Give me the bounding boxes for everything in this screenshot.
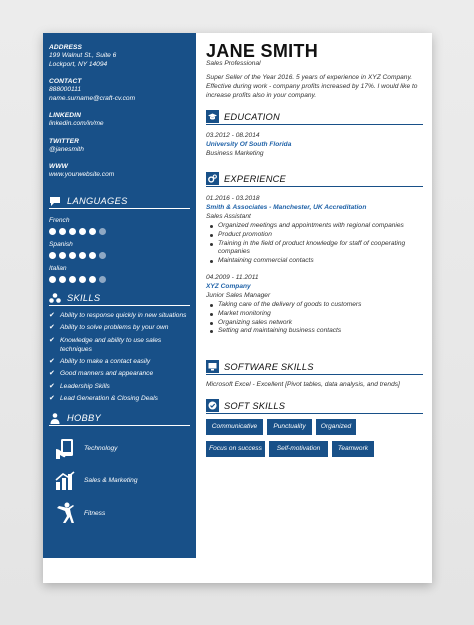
sidebar xyxy=(43,33,196,558)
website-link[interactable]: www.yourwebsite.com xyxy=(49,171,115,178)
hobby-label: Technology xyxy=(84,445,118,452)
level-dot xyxy=(49,228,56,235)
person-icon xyxy=(49,413,61,424)
level-dot xyxy=(99,252,106,259)
level-dot xyxy=(49,276,56,283)
level-dot xyxy=(79,252,86,259)
check-icon: ✔ xyxy=(49,370,55,378)
language-name: French xyxy=(49,217,70,224)
contact-block xyxy=(49,44,193,180)
level-dot xyxy=(89,276,96,283)
language-level-italian xyxy=(49,276,106,284)
level-dot xyxy=(59,252,66,259)
hobby-heading xyxy=(49,413,190,426)
contact-linkedin xyxy=(49,112,193,129)
skills-heading xyxy=(49,293,190,306)
skill-item: ✔ Knowledge and ability to use sales techniques xyxy=(49,336,162,353)
twitter-handle[interactable]: @janesmith xyxy=(49,145,84,153)
soft-skill-tag: Communicative xyxy=(206,419,263,435)
profile-summary: Super Seller of the Year 2016. 5 years of experience in XYZ Company. Effective during work - company profits increased by 17%. I would like to increase profits also in your company. xyxy=(206,74,418,99)
contact-twitter xyxy=(49,138,193,155)
duty-item: Product promotion xyxy=(206,231,424,240)
address-line-2: Lockport, NY 14094 xyxy=(49,60,108,68)
language-name: Italian xyxy=(49,265,67,272)
level-dot xyxy=(59,276,66,283)
job-dates: 04.2009 - 11.2011 xyxy=(206,274,259,281)
contact-label: LINKEDIN xyxy=(49,112,81,119)
languages-heading-text: LANGUAGES xyxy=(67,196,128,206)
phone-number: 888000111 xyxy=(49,86,82,93)
level-dot xyxy=(89,228,96,235)
software-skill-line: Microsoft Excel - Excellent [Pivot tables, data analysis, and trends] xyxy=(206,381,400,388)
level-dot xyxy=(89,252,96,259)
duty-item: Taking care of the delivery of goods to customers xyxy=(206,301,424,310)
address-line-1: 199 Walnut St., Suite 6 xyxy=(49,52,117,59)
level-dot xyxy=(79,228,86,235)
soft-skill-tag: Focus on success xyxy=(206,441,265,457)
level-dot xyxy=(69,276,76,283)
company-name: Smith & Associates - Manchester, UK Accreditation xyxy=(206,204,367,211)
duty-item: Maintaining commercial contacts xyxy=(206,257,424,266)
experience-heading xyxy=(206,172,423,187)
skills-list xyxy=(49,312,193,408)
job-role: Junior Sales Manager xyxy=(206,292,271,299)
contact-website xyxy=(49,163,193,180)
duty-item: Market monitoring xyxy=(206,310,424,319)
education-dates: 03.2012 - 08.2014 xyxy=(206,132,260,139)
check-icon: ✔ xyxy=(49,312,55,319)
linkedin-link[interactable]: linkedin.com/in/me xyxy=(49,120,104,127)
resume-page xyxy=(43,33,432,583)
level-dot xyxy=(79,276,86,283)
skill-item: ✔ Ability to make a contact easily xyxy=(49,357,151,365)
chart-icon xyxy=(54,470,76,492)
contact-label: WWW xyxy=(49,163,68,170)
fitness-person-icon xyxy=(54,502,76,524)
level-dot xyxy=(69,252,76,259)
skill-item: ✔ Ability to response quickly in new situations xyxy=(49,312,187,319)
hobby-label: Sales & Marketing xyxy=(84,477,138,484)
language-level-french xyxy=(49,228,106,236)
contact-address xyxy=(49,44,193,69)
hobby-label: Fitness xyxy=(84,510,106,517)
software-skills-heading-text: SOFTWARE SKILLS xyxy=(224,362,314,372)
skill-item: ✔ Good manners and appearance xyxy=(49,370,154,378)
job-duties-list xyxy=(206,222,424,266)
level-dot xyxy=(59,228,66,235)
level-dot xyxy=(69,228,76,235)
soft-skill-tag: Self-motivation xyxy=(269,441,328,457)
level-dot xyxy=(49,252,56,259)
check-icon: ✔ xyxy=(49,382,55,390)
contact-label: TWITTER xyxy=(49,137,79,145)
school-name: University Of South Florida xyxy=(206,141,292,148)
level-dot xyxy=(99,228,106,235)
email-address[interactable]: name.surname@craft-cv.com xyxy=(49,94,136,102)
contact-label: CONTACT xyxy=(49,78,82,85)
cluster-icon xyxy=(49,293,61,304)
soft-skill-tag: Organized xyxy=(316,419,356,435)
skill-item: ✔ Leadership Skills xyxy=(49,382,110,390)
company-name: XYZ Company xyxy=(206,283,251,290)
check-icon: ✔ xyxy=(49,357,55,365)
skill-item: ✔ Ability to solve problems by your own xyxy=(49,324,169,332)
soft-skill-tag: Teamwork xyxy=(332,441,374,457)
experience-heading-text: EXPERIENCE xyxy=(224,174,286,184)
software-skills-heading xyxy=(206,360,423,375)
level-dot xyxy=(99,276,106,283)
check-icon: ✔ xyxy=(49,395,55,403)
job-duties-list xyxy=(206,301,424,336)
monitor-icon xyxy=(208,362,217,371)
skill-item: ✔ Lead Generation & Closing Deals xyxy=(49,395,158,403)
duty-item: Organized meetings and appointments with regional companies xyxy=(206,222,424,231)
candidate-name: JANE SMITH xyxy=(206,41,319,61)
tablet-hand-icon xyxy=(54,438,76,460)
check-icon: ✔ xyxy=(49,324,55,332)
duty-item: Training in the field of product knowledge for staff of cooperating companies xyxy=(206,240,424,258)
languages-heading xyxy=(49,196,190,209)
badge-check-icon xyxy=(208,401,217,410)
gears-icon xyxy=(208,174,217,183)
language-level-spanish xyxy=(49,252,106,260)
contact-label: ADDRESS xyxy=(49,44,82,51)
skills-heading-text: SKILLS xyxy=(67,293,101,303)
contact-phone-email xyxy=(49,78,193,103)
education-heading-text: EDUCATION xyxy=(224,112,280,122)
study-field: Business Marketing xyxy=(206,150,264,157)
duty-item: Organizing sales network xyxy=(206,319,424,328)
soft-skills-heading-text: SOFT SKILLS xyxy=(224,401,286,411)
soft-skill-tag: Punctuality xyxy=(267,419,312,435)
check-icon: ✔ xyxy=(49,336,55,344)
job-role: Sales Assistant xyxy=(206,213,251,220)
language-name: Spanish xyxy=(49,241,73,248)
soft-skills-heading xyxy=(206,399,423,414)
hobby-heading-text: HOBBY xyxy=(67,413,102,423)
job-title: Sales Professional xyxy=(206,60,261,67)
job-dates: 01.2016 - 03.2018 xyxy=(206,195,260,202)
education-heading xyxy=(206,110,423,125)
graduation-cap-icon xyxy=(208,112,217,121)
speech-bubble-icon xyxy=(49,196,61,207)
duty-item: Setting and maintaining business contacts xyxy=(206,327,424,336)
